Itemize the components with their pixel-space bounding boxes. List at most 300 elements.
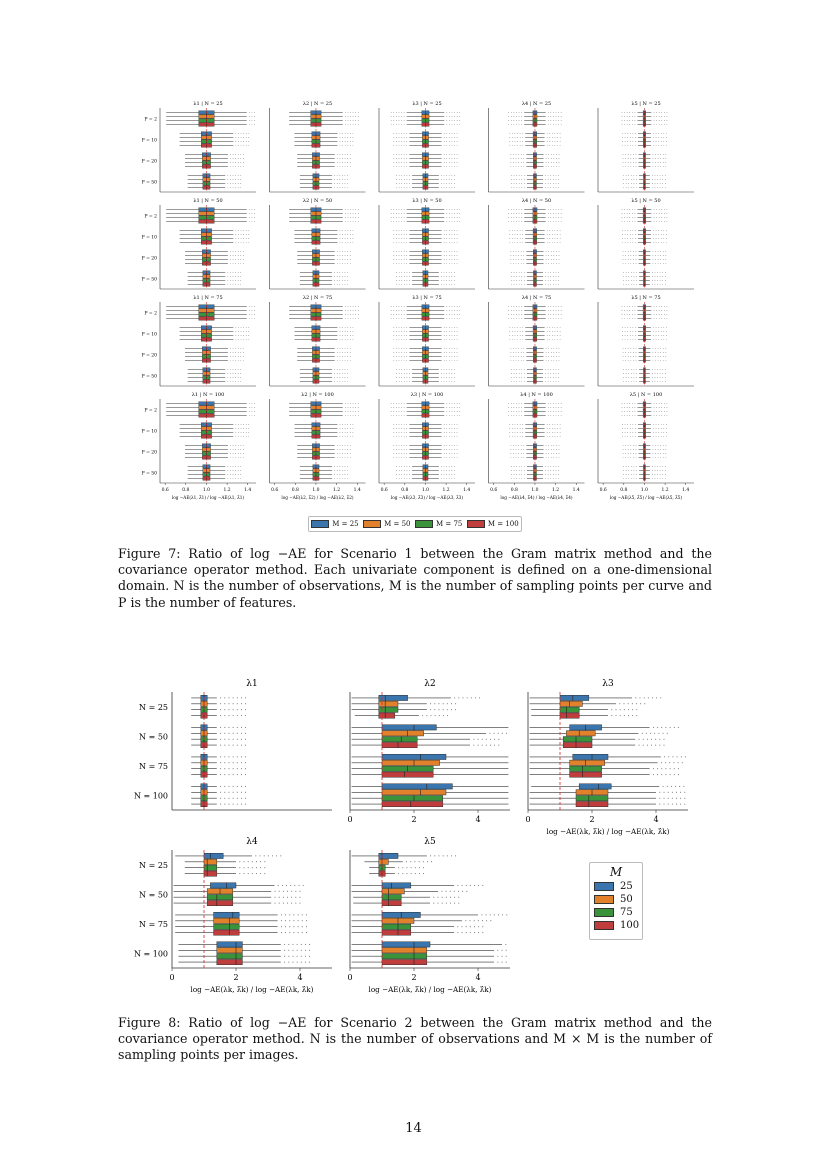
outlier-point	[655, 449, 656, 450]
outlier-point	[684, 792, 685, 793]
outlier-point	[635, 221, 636, 222]
outlier-point	[643, 745, 644, 746]
outlier-point	[353, 133, 354, 134]
outlier-point	[663, 141, 664, 142]
outlier-point	[521, 356, 522, 357]
outlier-point	[521, 221, 522, 222]
outlier-point	[667, 415, 668, 416]
outlier-point	[350, 407, 351, 408]
outlier-point	[522, 230, 523, 231]
outlier-point	[521, 369, 522, 370]
outlier-point	[661, 221, 662, 222]
outlier-point	[643, 739, 644, 740]
outlier-point	[652, 175, 653, 176]
outlier-point	[550, 318, 551, 319]
outlier-point	[627, 318, 628, 319]
outlier-point	[548, 445, 549, 446]
row-label: P = 10	[141, 138, 157, 144]
outlier-point	[519, 221, 520, 222]
outlier-point	[516, 259, 517, 260]
outlier-point	[394, 348, 395, 349]
outlier-point	[548, 377, 549, 378]
outlier-point	[233, 453, 234, 454]
outlier-point	[235, 154, 236, 155]
outlier-point	[355, 209, 356, 210]
outlier-point	[406, 251, 407, 252]
outlier-point	[441, 183, 442, 184]
outlier-point	[550, 221, 551, 222]
outlier-point	[549, 242, 550, 243]
outlier-point	[339, 179, 340, 180]
outlier-point	[511, 209, 512, 210]
outlier-point	[511, 255, 512, 256]
outlier-point	[399, 230, 400, 231]
outlier-point	[546, 360, 547, 361]
outlier-point	[227, 377, 228, 378]
outlier-point	[224, 786, 225, 787]
outlier-point	[243, 251, 244, 252]
outlier-point	[457, 158, 458, 159]
outlier-point	[238, 432, 239, 433]
outlier-point	[559, 449, 560, 450]
outlier-point	[550, 213, 551, 214]
outlier-point	[246, 424, 247, 425]
outlier-point	[404, 280, 405, 281]
outlier-point	[447, 855, 448, 856]
outlier-point	[555, 331, 556, 332]
outlier-point	[347, 230, 348, 231]
outlier-point	[233, 745, 234, 746]
outlier-point	[548, 457, 549, 458]
row-label: N = 50	[139, 732, 168, 742]
outlier-point	[665, 348, 666, 349]
outlier-point	[459, 213, 460, 214]
outlier-point	[466, 891, 467, 892]
outlier-point	[446, 120, 447, 121]
outlier-point	[655, 739, 656, 740]
outlier-point	[548, 449, 549, 450]
outlier-point	[664, 318, 665, 319]
outlier-point	[655, 162, 656, 163]
outlier-point	[516, 112, 517, 113]
panel-title: λ3 | N = 75	[412, 295, 442, 301]
outlier-point	[240, 284, 241, 285]
outlier-point	[396, 263, 397, 264]
outlier-point	[249, 213, 250, 214]
outlier-point	[441, 369, 442, 370]
outlier-point	[350, 213, 351, 214]
outlier-point	[622, 331, 623, 332]
outlier-point	[228, 792, 229, 793]
outlier-point	[441, 470, 442, 471]
outlier-point	[233, 276, 234, 277]
outlier-point	[513, 352, 514, 353]
outlier-point	[419, 867, 420, 868]
outlier-point	[636, 478, 637, 479]
outlier-point	[511, 474, 512, 475]
outlier-point	[556, 272, 557, 273]
outlier-point	[401, 310, 402, 311]
outlier-point	[653, 238, 654, 239]
figure-8-caption: Figure 8: Ratio of log −AE for Scenario 2 between the Gram matrix method and the covariance operator method. N is the number of observations and M × M is the number of sampling points per images.	[118, 1015, 712, 1063]
outlier-point	[554, 255, 555, 256]
panel-title: λ2 | N = 100	[301, 392, 334, 398]
outlier-point	[555, 242, 556, 243]
outlier-point	[451, 272, 452, 273]
outlier-point	[548, 158, 549, 159]
outlier-point	[664, 403, 665, 404]
outlier-point	[227, 284, 228, 285]
outlier-point	[340, 327, 341, 328]
outlier-point	[451, 284, 452, 285]
outlier-point	[519, 306, 520, 307]
outlier-point	[660, 348, 661, 349]
outlier-point	[240, 352, 241, 353]
legend-item	[311, 520, 358, 528]
outlier-point	[553, 403, 554, 404]
panel-title: λ4	[246, 837, 258, 847]
outlier-point	[339, 381, 340, 382]
outlier-point	[404, 331, 405, 332]
outlier-point	[659, 314, 660, 315]
outlier-point	[666, 327, 667, 328]
outlier-point	[446, 369, 447, 370]
outlier-point	[478, 932, 479, 933]
outlier-point	[358, 217, 359, 218]
outlier-point	[393, 120, 394, 121]
outlier-point	[520, 242, 521, 243]
outlier-point	[560, 141, 561, 142]
outlier-point	[546, 445, 547, 446]
outlier-point	[557, 238, 558, 239]
outlier-point	[509, 424, 510, 425]
outlier-point	[238, 255, 239, 256]
outlier-point	[653, 356, 654, 357]
outlier-point	[631, 478, 632, 479]
outlier-point	[404, 238, 405, 239]
outlier-point	[241, 715, 242, 716]
outlier-point	[635, 145, 636, 146]
outlier-point	[345, 474, 346, 475]
outlier-point	[337, 162, 338, 163]
outlier-point	[626, 284, 627, 285]
outlier-point	[553, 187, 554, 188]
outlier-point	[548, 360, 549, 361]
outlier-point	[238, 373, 239, 374]
outlier-point	[454, 162, 455, 163]
outlier-point	[659, 310, 660, 311]
outlier-point	[665, 762, 666, 763]
outlier-point	[358, 411, 359, 412]
outlier-point	[655, 352, 656, 353]
outlier-point	[404, 145, 405, 146]
outlier-point	[636, 445, 637, 446]
outlier-point	[473, 739, 474, 740]
outlier-point	[246, 145, 247, 146]
outlier-point	[396, 124, 397, 125]
outlier-point	[404, 166, 405, 167]
outlier-point	[514, 318, 515, 319]
outlier-point	[241, 745, 242, 746]
outlier-point	[438, 709, 439, 710]
outlier-point	[243, 360, 244, 361]
outlier-point	[513, 263, 514, 264]
outlier-point	[246, 234, 247, 235]
legend-item	[467, 520, 519, 528]
outlier-point	[635, 112, 636, 113]
outlier-point	[339, 284, 340, 285]
outlier-point	[635, 120, 636, 121]
outlier-point	[358, 120, 359, 121]
outlier-point	[547, 137, 548, 138]
outlier-point	[655, 478, 656, 479]
outlier-point	[667, 213, 668, 214]
outlier-point	[508, 314, 509, 315]
outlier-point	[622, 407, 623, 408]
outlier-point	[342, 137, 343, 138]
outlier-point	[636, 255, 637, 256]
outlier-point	[406, 141, 407, 142]
outlier-point	[240, 381, 241, 382]
outlier-point	[233, 445, 234, 446]
outlier-point	[252, 318, 253, 319]
outlier-point	[508, 415, 509, 416]
outlier-point	[252, 124, 253, 125]
outlier-point	[347, 432, 348, 433]
outlier-point	[679, 786, 680, 787]
outlier-point	[449, 403, 450, 404]
outlier-point	[409, 179, 410, 180]
outlier-point	[470, 932, 471, 933]
outlier-point	[626, 373, 627, 374]
outlier-point	[334, 373, 335, 374]
outlier-point	[664, 756, 665, 757]
outlier-point	[337, 179, 338, 180]
outlier-point	[446, 141, 447, 142]
outlier-point	[661, 310, 662, 311]
outlier-point	[295, 891, 296, 892]
outlier-point	[656, 238, 657, 239]
outlier-point	[441, 284, 442, 285]
legend-swatch	[594, 895, 614, 904]
outlier-point	[342, 331, 343, 332]
outlier-point	[623, 154, 624, 155]
outlier-point	[523, 356, 524, 357]
outlier-point	[409, 276, 410, 277]
outlier-point	[514, 272, 515, 273]
outlier-point	[451, 276, 452, 277]
outlier-point	[548, 352, 549, 353]
outlier-point	[662, 272, 663, 273]
outlier-point	[629, 415, 630, 416]
outlier-point	[446, 221, 447, 222]
outlier-point	[624, 120, 625, 121]
outlier-point	[628, 478, 629, 479]
outlier-point	[337, 381, 338, 382]
outlier-point	[548, 251, 549, 252]
outlier-point	[347, 445, 348, 446]
outlier-point	[548, 310, 549, 311]
outlier-point	[520, 141, 521, 142]
outlier-point	[295, 897, 296, 898]
outlier-point	[654, 112, 655, 113]
outlier-point	[553, 381, 554, 382]
outlier-point	[454, 377, 455, 378]
outlier-point	[552, 327, 553, 328]
outlier-point	[238, 272, 239, 273]
outlier-point	[233, 457, 234, 458]
outlier-point	[656, 318, 657, 319]
outlier-point	[652, 272, 653, 273]
outlier-point	[347, 251, 348, 252]
outlier-point	[457, 263, 458, 264]
outlier-point	[285, 914, 286, 915]
outlier-point	[634, 478, 635, 479]
outlier-point	[399, 263, 400, 264]
outlier-point	[550, 209, 551, 210]
outlier-point	[347, 474, 348, 475]
outlier-point	[454, 154, 455, 155]
outlier-point	[347, 369, 348, 370]
outlier-point	[623, 162, 624, 163]
outlier-point	[556, 474, 557, 475]
outlier-point	[451, 478, 452, 479]
outlier-point	[632, 327, 633, 328]
outlier-point	[254, 407, 255, 408]
outlier-point	[654, 310, 655, 311]
outlier-point	[553, 314, 554, 315]
outlier-point	[241, 697, 242, 698]
outlier-point	[337, 263, 338, 264]
outlier-point	[521, 449, 522, 450]
outlier-point	[289, 932, 290, 933]
outlier-point	[656, 116, 657, 117]
outlier-point	[406, 255, 407, 256]
outlier-point	[350, 242, 351, 243]
outlier-point	[294, 885, 295, 886]
outlier-point	[474, 926, 475, 927]
outlier-point	[661, 306, 662, 307]
row-label: N = 50	[139, 890, 168, 900]
outlier-point	[547, 234, 548, 235]
outlier-point	[454, 213, 455, 214]
outlier-point	[658, 445, 659, 446]
tick-label: 1.2	[552, 488, 560, 493]
outlier-point	[518, 259, 519, 260]
outlier-point	[340, 242, 341, 243]
outlier-point	[454, 335, 455, 336]
outlier-point	[632, 335, 633, 336]
outlier-point	[446, 339, 447, 340]
outlier-point	[654, 120, 655, 121]
outlier-point	[233, 474, 234, 475]
outlier-point	[636, 166, 637, 167]
outlier-point	[444, 474, 445, 475]
outlier-point	[634, 373, 635, 374]
outlier-point	[656, 403, 657, 404]
outlier-point	[653, 154, 654, 155]
outlier-point	[516, 251, 517, 252]
outlier-point	[623, 445, 624, 446]
outlier-point	[549, 424, 550, 425]
outlier-point	[444, 276, 445, 277]
legend-title: M	[609, 865, 623, 879]
outlier-point	[399, 213, 400, 214]
outlier-point	[519, 187, 520, 188]
outlier-point	[523, 158, 524, 159]
outlier-point	[401, 327, 402, 328]
outlier-point	[656, 306, 657, 307]
outlier-point	[451, 175, 452, 176]
outlier-point	[401, 457, 402, 458]
outlier-point	[446, 318, 447, 319]
outlier-point	[636, 352, 637, 353]
outlier-point	[230, 280, 231, 281]
outlier-point	[399, 403, 400, 404]
outlier-point	[661, 238, 662, 239]
outlier-point	[636, 280, 637, 281]
outlier-point	[494, 914, 495, 915]
outlier-point	[399, 141, 400, 142]
outlier-point	[560, 137, 561, 138]
outlier-point	[462, 932, 463, 933]
outlier-point	[350, 436, 351, 437]
outlier-point	[550, 415, 551, 416]
outlier-point	[399, 432, 400, 433]
outlier-point	[454, 116, 455, 117]
outlier-point	[235, 449, 236, 450]
outlier-point	[230, 352, 231, 353]
outlier-point	[636, 373, 637, 374]
outlier-point	[625, 352, 626, 353]
outlier-point	[634, 474, 635, 475]
outlier-point	[553, 284, 554, 285]
outlier-point	[516, 445, 517, 446]
panel-title: λ1 | N = 50	[193, 198, 223, 204]
outlier-point	[241, 798, 242, 799]
outlier-point	[623, 466, 624, 467]
outlier-point	[441, 466, 442, 467]
outlier-point	[513, 449, 514, 450]
outlier-point	[549, 137, 550, 138]
outlier-point	[401, 377, 402, 378]
outlier-point	[556, 120, 557, 121]
outlier-point	[482, 920, 483, 921]
outlier-point	[401, 213, 402, 214]
outlier-point	[238, 242, 239, 243]
outlier-point	[340, 449, 341, 450]
outlier-point	[233, 348, 234, 349]
outlier-point	[665, 381, 666, 382]
outlier-point	[452, 234, 453, 235]
outlier-point	[623, 280, 624, 281]
outlier-point	[653, 335, 654, 336]
outlier-point	[653, 428, 654, 429]
outlier-point	[228, 739, 229, 740]
outlier-point	[630, 242, 631, 243]
outlier-point	[288, 950, 289, 951]
outlier-point	[449, 428, 450, 429]
outlier-point	[502, 733, 503, 734]
outlier-point	[519, 411, 520, 412]
outlier-point	[252, 116, 253, 117]
outlier-point	[521, 352, 522, 353]
outlier-point	[656, 242, 657, 243]
outlier-point	[642, 733, 643, 734]
outlier-point	[457, 162, 458, 163]
outlier-point	[340, 166, 341, 167]
outlier-point	[246, 137, 247, 138]
